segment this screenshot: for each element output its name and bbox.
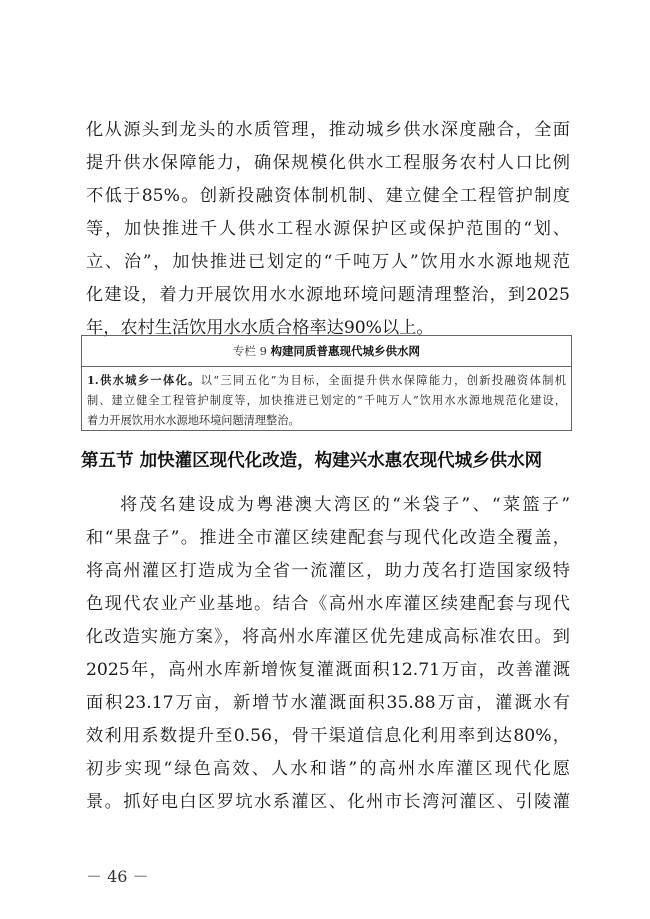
body-line: 将茂名建设成为粤港澳大湾区的“米袋子”、“菜篮子” — [120, 495, 570, 515]
body-line: 2025年，高州水库新增恢复灌溉面积12.71万亩，改善灌溉 — [86, 660, 570, 680]
intro-line: 等，加快推进千人供水工程水源保护区或保护范围的“划、 — [86, 219, 570, 239]
body-line: 初步实现“绿色高效、人水和谐”的高州水库灌区现代化愿 — [86, 759, 570, 779]
column-box-heading: 构建同质普惠现代城乡供水网 — [270, 344, 421, 358]
body-line: 面积23.17万亩，新增节水灌溉面积35.88万亩，灌溉水有 — [86, 693, 570, 713]
page-number: － 46 － — [86, 867, 149, 886]
body-line: 将高州灌区打造成为全省一流灌区，助力茂名打造国家级特 — [86, 561, 570, 581]
column-box-line: 着力开展饮用水水源地环境问题清理整治。 — [87, 414, 300, 427]
column-box-line: 制、建立健全工程管护制度等，加快推进已划定的“千吨万人”饮用水水源地规范化建设， — [87, 394, 566, 407]
column-box-body — [87, 370, 566, 431]
section-heading: 第五节 加快灌区现代化改造，构建兴水惠农现代城乡供水网 — [81, 451, 543, 471]
column-box — [81, 335, 572, 431]
intro-line: 年，农村生活饮用水水质合格率达90%以上。 — [86, 318, 434, 338]
column-box-line — [87, 370, 566, 391]
body-line: 化改造实施方案》，将高州水库灌区优先建成高标准农田。到 — [86, 627, 570, 647]
body-line: 色现代农业产业基地。结合《高州水库灌区续建配套与现代 — [86, 594, 570, 614]
body-line: 和“果盘子”。推进全市灌区续建配套与现代化改造全覆盖， — [86, 528, 570, 548]
column-box-number: 专栏 9 — [232, 344, 267, 358]
intro-line: 化从源头到龙头的水质管理，推动城乡供水深度融合，全面 — [86, 120, 570, 140]
intro-line: 不低于85%。创新投融资体制机制、建立健全工程管护制度 — [86, 186, 570, 206]
column-item-label: 1.供水城乡一体化。 — [87, 373, 201, 387]
body-line: 景。抓好电白区罗坑水系灌区、化州市长湾河灌区、引陵灌 — [86, 792, 570, 812]
column-box-text: 以“三同五化”为目标，全面提升供水保障能力，创新投融资体制机 — [200, 374, 566, 387]
intro-line: 提升供水保障能力，确保规模化供水工程服务农村人口比例 — [86, 153, 570, 173]
column-box-title — [82, 336, 571, 367]
body-line: 效利用系数提升至0.56，骨干渠道信息化利用率到达80%， — [86, 726, 570, 746]
intro-line: 化建设，着力开展饮用水水源地环境问题清理整治，到2025 — [86, 285, 570, 305]
intro-line: 立、治”，加快推进已划定的“千吨万人”饮用水水源地规范 — [86, 252, 570, 272]
